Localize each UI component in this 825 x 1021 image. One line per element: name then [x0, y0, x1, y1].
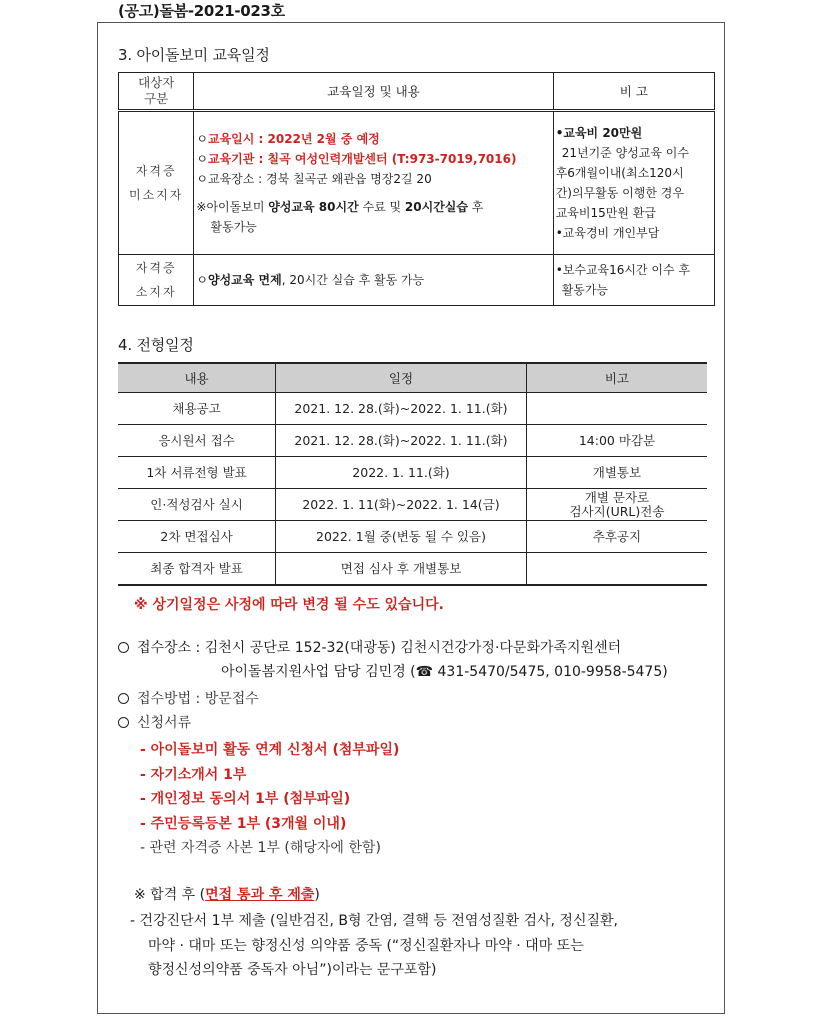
table-row	[118, 489, 707, 521]
edu-requirement-cont: 활동가능	[210, 220, 257, 234]
table-row	[118, 553, 707, 586]
edu-location: ㅇ교육장소 : 경북 칠곡군 왜관읍 명장2길 20	[196, 172, 432, 186]
schedule-warning: ※ 상기일정은 사정에 따라 변경 될 수도 있습니다.	[134, 597, 445, 613]
edu-institution: ㅇ교육기관 : 칠곡 여성인력개발센터 (T:973-7019,7016)	[196, 152, 517, 166]
schedule-item: 2차 면접심사	[118, 521, 276, 553]
section3-title: 3. 아이돌보미 교육일정	[118, 46, 270, 64]
pass-line-2: 마약 · 대마 또는 향정신성 의약품 중독 (“정신질환자나 마약 · 대마 또는	[148, 938, 584, 954]
note-expense: •교육경비 개인부담	[555, 226, 660, 240]
doc-item: - 개인정보 동의서 1부 (첨부파일)	[140, 791, 351, 807]
education-schedule-table	[118, 72, 715, 306]
schedule-note: 추후공지	[526, 521, 707, 553]
document-code: (공고)돌봄-2021-023호	[118, 2, 285, 20]
header-item: 내용	[118, 363, 276, 393]
note-training-cont: 활동가능	[561, 283, 609, 297]
schedule-note: 개별통보	[526, 457, 707, 489]
place-line: 접수장소 : 김천시 공단로 152-32(대광동) 김천시건강가정·다문화가족지원센터	[118, 636, 621, 660]
pass-line-3: 향정신성의약품 중독자 아님”)이라는 문구포함)	[148, 962, 437, 978]
note-refund-3: 간)의무활동 이행한 경우	[555, 186, 684, 200]
schedule-item: 인·적성검사 실시	[118, 489, 276, 521]
table-row	[118, 393, 707, 425]
edu-date: ㅇ교육일시 : 2022년 2월 중 예정	[196, 132, 380, 146]
schedule-note	[526, 393, 707, 425]
header-schedule: 교육일정 및 내용	[194, 73, 553, 111]
schedule-item: 응시원서 접수	[118, 425, 276, 457]
header-target-group	[119, 73, 194, 111]
docs-label-line: 신청서류	[118, 711, 191, 735]
doc-item: - 관련 자격증 사본 1부 (해당자에 한함)	[140, 840, 381, 856]
row-notes-licensed	[553, 255, 714, 306]
doc-item: - 자기소개서 1부	[140, 766, 247, 783]
schedule-date: 2021. 12. 28.(화)~2022. 1. 11.(화)	[276, 393, 527, 425]
pass-line-1: - 건강진단서 1부 제출 (일반검진, B형 간염, 결핵 등 전염성질환 검사, 정신질환,	[130, 913, 618, 929]
pass-title: ※ 합격 후 (면접 통과 후 제출)	[134, 887, 320, 903]
schedule-note	[526, 553, 707, 586]
row-category-no-license: 자격증 미소지자	[119, 111, 194, 255]
table-row	[118, 457, 707, 489]
edu-requirement: ※아이돌보미 양성교육 80시간 수료 및 20시간실습 후	[196, 200, 484, 214]
note-fee: •교육비 20만원	[555, 126, 643, 140]
schedule-date: 2022. 1. 11(화)~2022. 1. 14(금)	[276, 489, 527, 521]
row-category-licensed: 자격증 소지자	[119, 255, 194, 306]
selection-schedule-table	[118, 362, 707, 586]
header-note: 비고	[526, 363, 707, 393]
circle-bullet-icon	[118, 642, 129, 653]
header-target-text: 대상자 구분	[138, 75, 175, 106]
schedule-date: 면접 심사 후 개별통보	[276, 553, 527, 586]
header-date: 일정	[276, 363, 527, 393]
note-refund-4: 교육비15만원 환급	[555, 206, 656, 220]
note-refund-1: 21년기준 양성교육 이수	[561, 146, 689, 160]
schedule-note: 개별 문자로 검사지(URL)전송	[526, 489, 707, 521]
schedule-item: 1차 서류전형 발표	[118, 457, 276, 489]
note-refund-2: 후6개월이내(최소120시	[555, 166, 684, 180]
contact-line: 아이돌봄지원사업 담당 김민경 (☎ 431-5470/5475, 010-9958-5475)	[221, 664, 668, 680]
table-row	[118, 425, 707, 457]
schedule-date: 2021. 12. 28.(화)~2022. 1. 11.(화)	[276, 425, 527, 457]
schedule-item: 채용공고	[118, 393, 276, 425]
schedule-note: 14:00 마감분	[526, 425, 707, 457]
method-line: 접수방법 : 방문접수	[118, 687, 259, 711]
row-notes-no-license	[553, 111, 714, 255]
circle-bullet-icon	[118, 717, 129, 728]
row-content-licensed: ㅇ양성교육 면제, 20시간 실습 후 활동 가능	[194, 255, 553, 306]
header-remarks: 비 고	[553, 73, 714, 111]
note-training: •보수교육16시간 이수 후	[555, 263, 691, 277]
schedule-date: 2022. 1월 중(변동 될 수 있음)	[276, 521, 527, 553]
schedule-item: 최종 합격자 발표	[118, 553, 276, 586]
circle-bullet-icon	[118, 693, 129, 704]
table-row	[118, 521, 707, 553]
section4-title: 4. 전형일정	[118, 336, 194, 354]
doc-item: - 주민등록등본 1부 (3개월 이내)	[140, 815, 347, 832]
schedule-date: 2022. 1. 11.(화)	[276, 457, 527, 489]
row-content-no-license	[194, 111, 553, 255]
doc-item: - 아이돌보미 활동 연계 신청서 (첨부파일)	[140, 742, 400, 758]
